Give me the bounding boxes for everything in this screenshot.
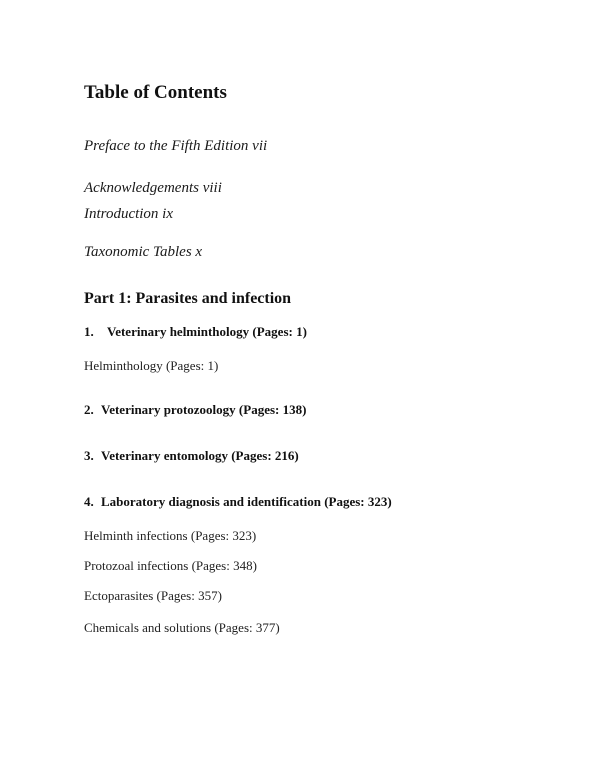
chapter-number: 2. [84,402,94,417]
toc-entry-taxonomic-tables[interactable]: Taxonomic Tables x [84,244,203,260]
page-title: Table of Contents [84,82,227,103]
chapter-number: 3. [84,448,94,463]
chapter-title: Veterinary helminthology (Pages: 1) [107,324,307,339]
chapter-title: Veterinary protozoology (Pages: 138) [101,402,307,417]
toc-section-helminthology[interactable]: Helminthology (Pages: 1) [84,358,219,373]
chapter-title: Laboratory diagnosis and identification (Pages: 323) [101,494,392,509]
toc-chapter-4[interactable] [84,494,392,510]
toc-chapter-2[interactable] [84,402,306,418]
toc-chapter-1[interactable] [84,324,307,340]
toc-entry-preface[interactable]: Preface to the Fifth Edition vii [84,138,268,154]
chapter-title: Veterinary entomology (Pages: 216) [101,448,299,463]
part-heading: Part 1: Parasites and infection [84,290,292,307]
toc-entry-introduction[interactable]: Introduction ix [84,206,174,222]
toc-section-ectoparasites[interactable]: Ectoparasites (Pages: 357) [84,588,222,603]
toc-chapter-3[interactable] [84,448,299,464]
chapter-number: 4. [84,494,94,509]
toc-section-protozoal-infections[interactable]: Protozoal infections (Pages: 348) [84,558,257,573]
chapter-number: 1. [84,324,94,339]
toc-section-helminth-infections[interactable]: Helminth infections (Pages: 323) [84,528,257,543]
toc-entry-acknowledgements[interactable]: Acknowledgements viii [84,180,222,196]
toc-section-chemicals-and-solutions[interactable]: Chemicals and solutions (Pages: 377) [84,620,280,635]
